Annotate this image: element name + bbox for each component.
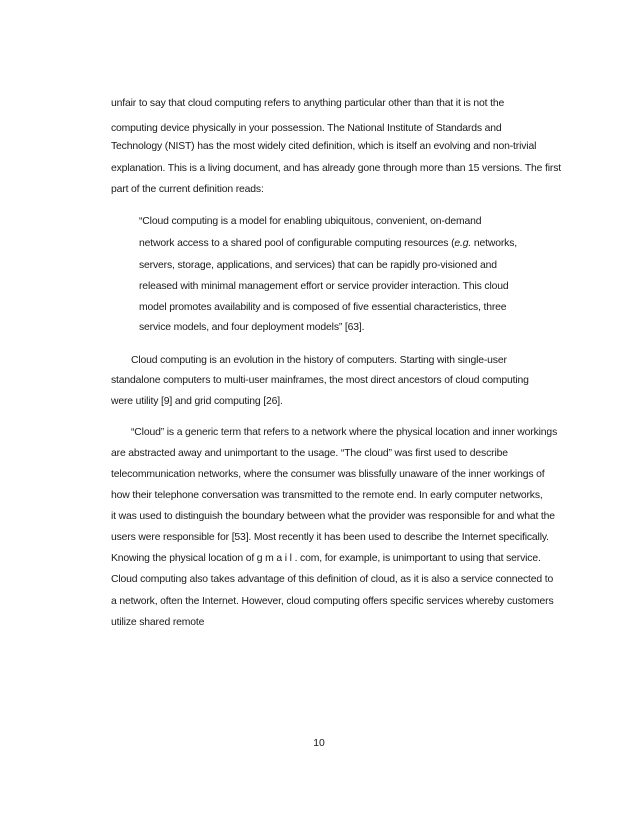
para3-line: “Cloud” is a generic term that refers to a network where the physical location and inner workings bbox=[131, 427, 558, 438]
para3-line: Knowing the physical location of g m a i l . com, for example, is unimportant to using that service. bbox=[111, 553, 541, 564]
para1-line: computing device physically in your possession. The National Institute of Standards and bbox=[111, 123, 502, 134]
para1-line: unfair to say that cloud computing refers to anything particular other than that it is not the bbox=[111, 98, 505, 109]
para2-line: Cloud computing is an evolution in the history of computers. Starting with single-user bbox=[131, 355, 507, 366]
quote-line: released with minimal management effort or service provider interaction. This cloud bbox=[139, 281, 509, 292]
para3-line: users were responsible for [53]. Most recently it has been used to describe the Internet specifically. bbox=[111, 532, 549, 543]
quote-line: model promotes availability and is composed of five essential characteristics, three bbox=[139, 302, 507, 313]
para3-line: are abstracted away and unimportant to the usage. “The cloud” was first used to describe bbox=[111, 448, 508, 459]
para3-line: telecommunication networks, where the consumer was blissfully unaware of the inner workings of bbox=[111, 469, 545, 480]
para1-line: explanation. This is a living document, and has already gone through more than 15 versions. The first bbox=[111, 163, 562, 174]
quote-line: servers, storage, applications, and services) that can be rapidly pro-visioned and bbox=[139, 260, 497, 271]
quote-text: networks, bbox=[471, 238, 517, 249]
para3-line: a network, often the Internet. However, cloud computing offers specific services whereby customers bbox=[111, 596, 554, 607]
para1-line: part of the current definition reads: bbox=[111, 184, 264, 195]
page-number: 10 bbox=[313, 738, 325, 749]
quote-line bbox=[139, 237, 517, 251]
quote-line: “Cloud computing is a model for enabling ubiquitous, convenient, on-demand bbox=[139, 216, 482, 227]
quote-line: service models, and four deployment models” [63]. bbox=[139, 322, 365, 333]
quote-text: network access to a shared pool of configurable computing resources ( bbox=[139, 238, 455, 249]
para1-line: Technology (NIST) has the most widely cited definition, which is itself an evolving and non-trivial bbox=[111, 141, 537, 152]
para3-line: utilize shared remote bbox=[111, 617, 205, 628]
para2-line: were utility [9] and grid computing [26]. bbox=[111, 396, 283, 407]
para3-line: it was used to distinguish the boundary between what the provider was responsible for and what the bbox=[111, 511, 555, 522]
quote-emphasis: e.g. bbox=[454, 238, 472, 249]
para2-line: standalone computers to multi-user mainframes, the most direct ancestors of cloud computing bbox=[111, 375, 529, 386]
para3-line: Cloud computing also takes advantage of this definition of cloud, as it is also a service connected to bbox=[111, 574, 554, 585]
para3-line: how their telephone conversation was transmitted to the remote end. In early computer networks, bbox=[111, 490, 543, 501]
